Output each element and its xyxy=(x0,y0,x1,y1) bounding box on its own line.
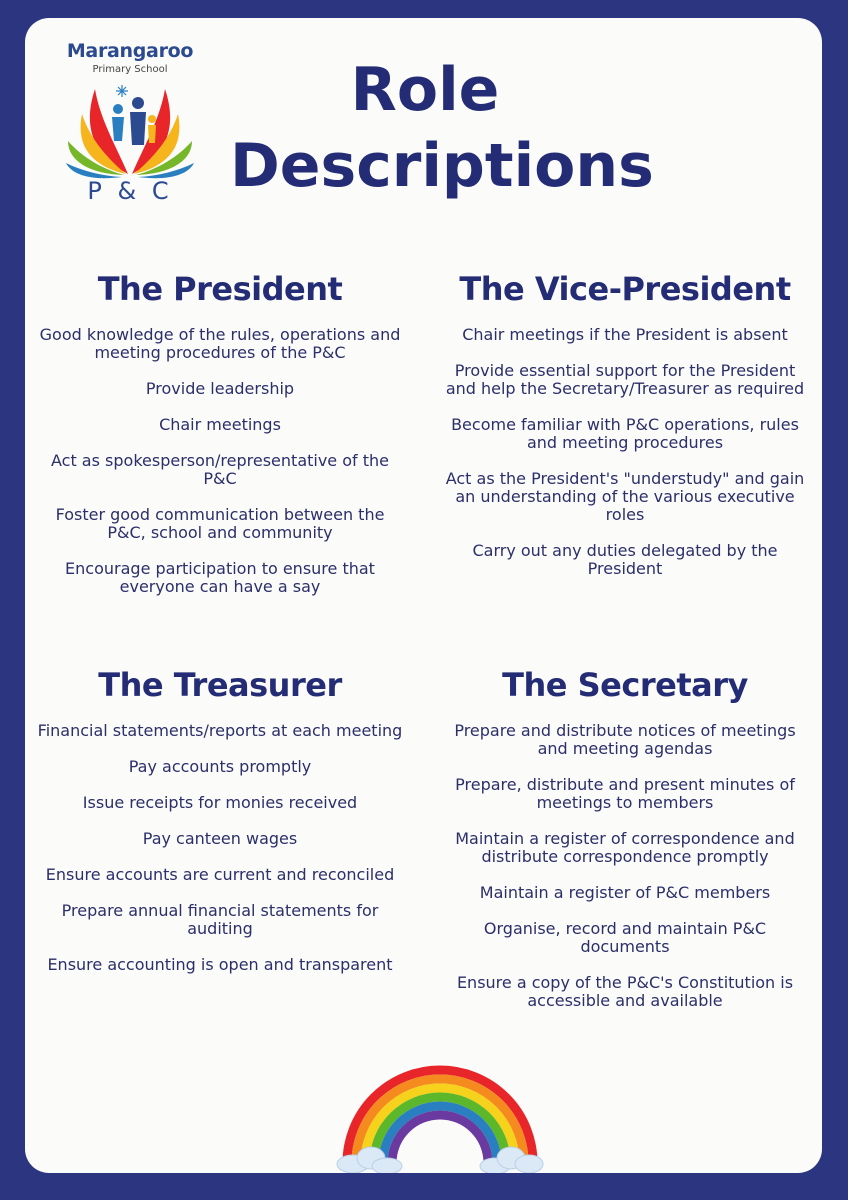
logo-school-subtitle: Primary School xyxy=(92,64,168,75)
list-item: Ensure accounts are current and reconciled xyxy=(45,865,395,884)
list-item: Organise, record and maintain P&C documents xyxy=(483,919,767,956)
section-vice-president xyxy=(435,270,815,596)
section-treasurer xyxy=(30,666,410,992)
list-item: Prepare annual financial statements for auditing xyxy=(61,901,379,938)
list-item: Chair meetings if the President is absent xyxy=(462,325,788,344)
list-item: Pay canteen wages xyxy=(142,829,298,848)
list-item: Carry out any duties delegated by the President xyxy=(472,541,778,578)
role-list xyxy=(435,326,815,578)
logo-pc-label: P & C xyxy=(87,177,173,205)
list-item: Financial statements/reports at each meeting xyxy=(37,721,403,740)
list-item: Ensure a copy of the P&C's Constitution is accessible and available xyxy=(456,973,794,1010)
rainbow-icon xyxy=(335,1048,545,1173)
list-item: Prepare and distribute notices of meetings and meeting agendas xyxy=(454,721,796,758)
poster-card xyxy=(25,18,822,1173)
list-item: Become familiar with P&C operations, rules and meeting procedures xyxy=(451,415,799,452)
list-item: Ensure accounting is open and transparent xyxy=(47,955,393,974)
school-logo xyxy=(55,38,205,238)
logo-emblem-icon xyxy=(60,79,200,179)
role-list xyxy=(30,326,410,596)
list-item: Issue receipts for monies received xyxy=(82,793,358,812)
list-item: Maintain a register of correspondence and distribute correspondence promptly xyxy=(455,829,795,866)
role-list xyxy=(435,722,815,1010)
list-item: Chair meetings xyxy=(159,415,281,434)
list-item: Pay accounts promptly xyxy=(128,757,312,776)
role-list xyxy=(30,722,410,974)
list-item: Maintain a register of P&C members xyxy=(479,883,771,902)
list-item: Act as the President's "understudy" and gain an understanding of the various executive roles xyxy=(445,469,805,524)
list-item: Encourage participation to ensure that everyone can have a say xyxy=(65,559,375,596)
list-item: Good knowledge of the rules, operations and meeting procedures of the P&C xyxy=(39,325,401,362)
section-heading: The Treasurer xyxy=(98,666,342,704)
list-item: Prepare, distribute and present minutes of meetings to members xyxy=(455,775,795,812)
logo-school-name: Marangaroo xyxy=(66,40,194,62)
list-item: Provide essential support for the President and help the Secretary/Treasurer as required xyxy=(445,361,805,398)
section-president xyxy=(30,270,410,614)
section-secretary xyxy=(435,666,815,1028)
section-heading: The President xyxy=(97,270,343,308)
section-heading: The Secretary xyxy=(502,666,748,704)
page-title: Role Descriptions xyxy=(230,55,654,201)
list-item: Provide leadership xyxy=(145,379,295,398)
list-item: Foster good communication between the P&C, school and community xyxy=(55,505,385,542)
section-heading: The Vice-President xyxy=(459,270,791,308)
list-item: Act as spokesperson/representative of the P&C xyxy=(50,451,389,488)
